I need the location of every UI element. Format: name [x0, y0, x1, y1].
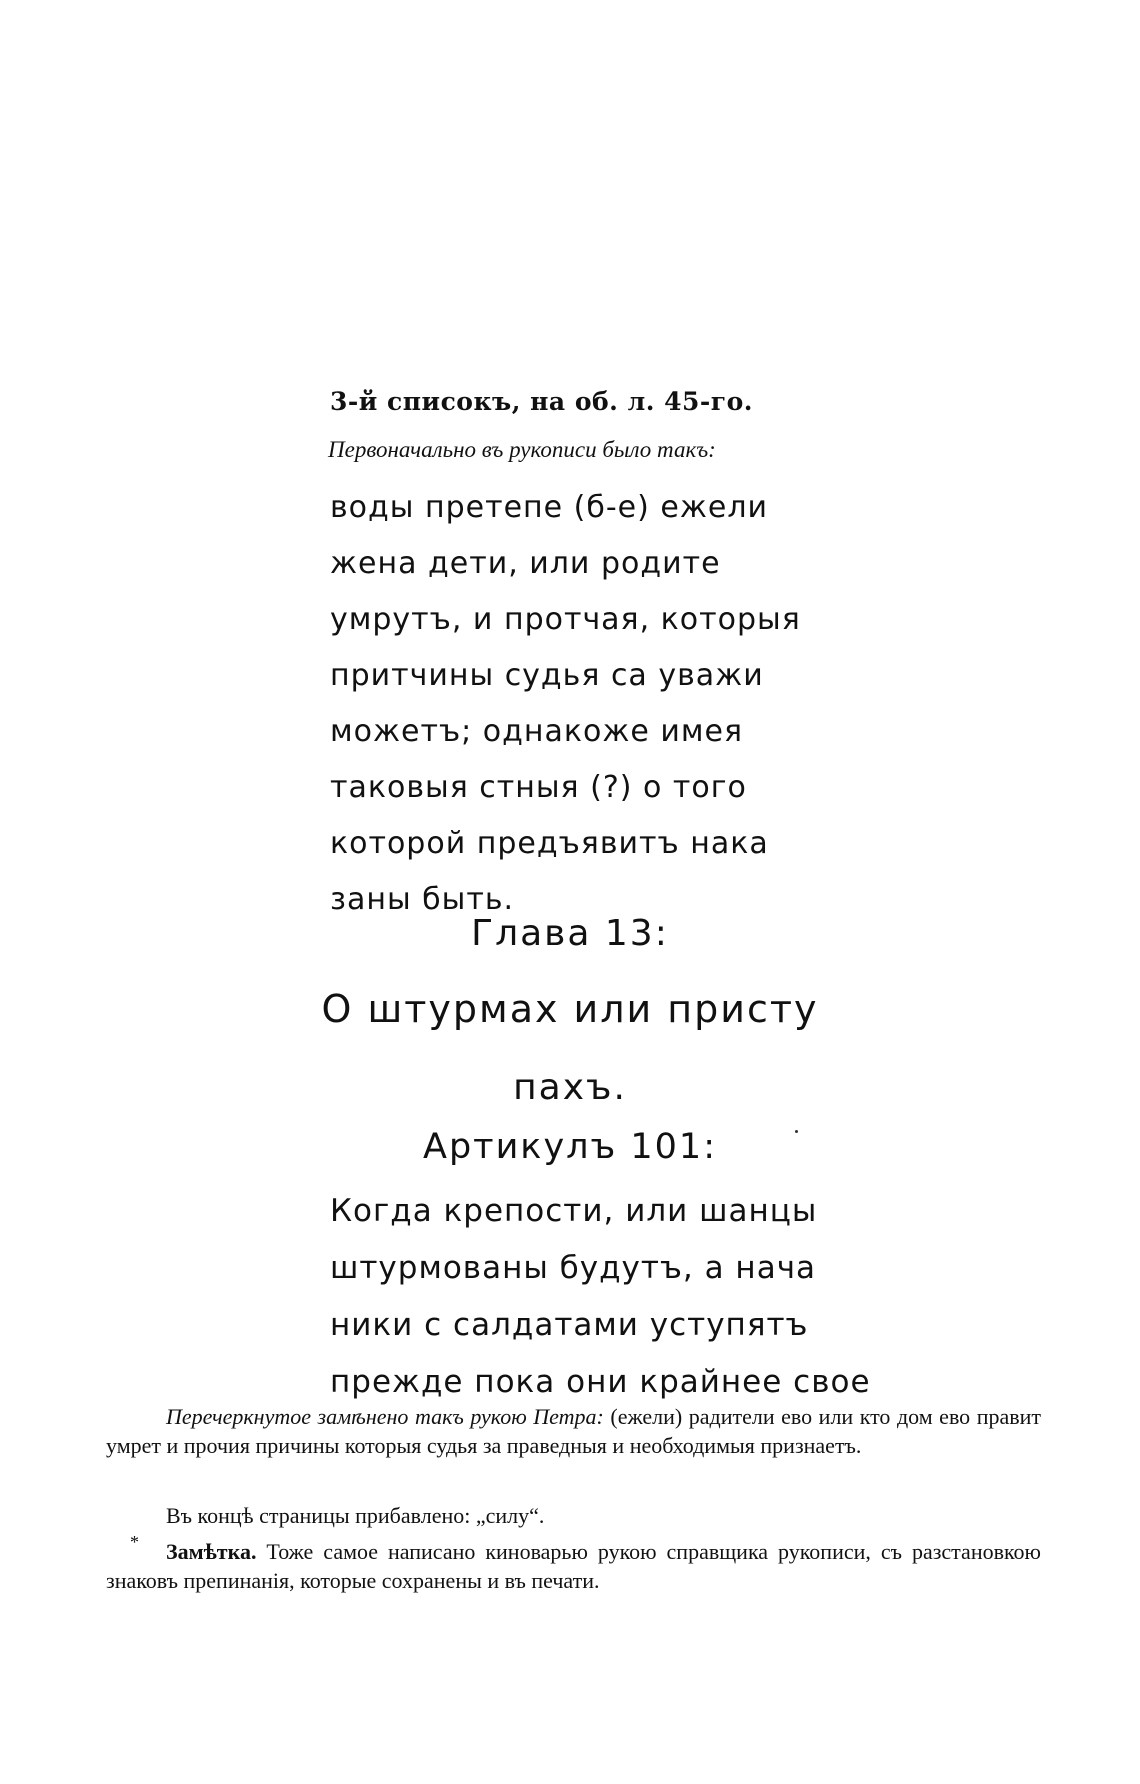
article-title: Артикулъ 101:: [423, 1127, 717, 1167]
crossed-line: которой предъявитъ нака: [330, 826, 769, 861]
article-text-block: [330, 1183, 890, 1411]
chapter-subtitle-line1: О штурмах или присту: [321, 987, 819, 1031]
article-line: ники с салдатами уступятъ: [330, 1307, 809, 1343]
chapter-subtitle-line2: пахъ.: [513, 1067, 627, 1108]
footnote-remark-lead: Замѣтка.: [166, 1539, 257, 1564]
crossed-text-block: [330, 480, 890, 928]
footnote-replacement-lead: Перечеркнутое замѣнено такъ рукою Петра:: [166, 1404, 604, 1429]
crossed-line: можетъ; однакоже имея: [330, 714, 744, 749]
crossed-line: умрутъ, и протчая, которыя: [330, 602, 801, 637]
crossed-line: притчины судья са уважи: [330, 658, 764, 693]
footnote-remark-text: Тоже самое написано киноварью рукою справщика рукописи, съ разстановкою знаковъ препинанія, которые сохранены и въ печати.: [106, 1539, 1041, 1593]
chapter-title: Глава 13:: [471, 913, 669, 954]
footnote-asterisk: *: [130, 1532, 139, 1552]
crossed-line: таковыя стныя (?) о того: [330, 770, 747, 805]
footnote-replacement: [106, 1402, 1041, 1460]
article-line: штурмованы будутъ, а нача: [330, 1250, 817, 1286]
crossed-line: воды претепе (б-е) ежели: [330, 490, 768, 525]
footnote-remark: [106, 1537, 1041, 1595]
article-line: прежде пока они крайнее свое: [330, 1364, 871, 1400]
article-line: Когда крепости, или шанцы: [330, 1193, 818, 1229]
copy-heading: 3-й списокъ, на об. л. 45-го.: [330, 387, 753, 416]
intro-note: Первоначально въ рукописи было такъ:: [328, 437, 716, 462]
print-speck: [795, 1130, 798, 1133]
crossed-line: заны быть.: [330, 882, 515, 917]
crossed-line: жена дети, или родите: [330, 546, 721, 581]
footnote-replacement-text: (ежели) радители ево или кто дом ево правит умрет и прочия причины которыя судья за праведныя и необходимыя признаетъ.: [106, 1404, 1042, 1458]
footnote-page-end: Въ концѣ страницы прибавлено: „силу“.: [166, 1503, 545, 1528]
